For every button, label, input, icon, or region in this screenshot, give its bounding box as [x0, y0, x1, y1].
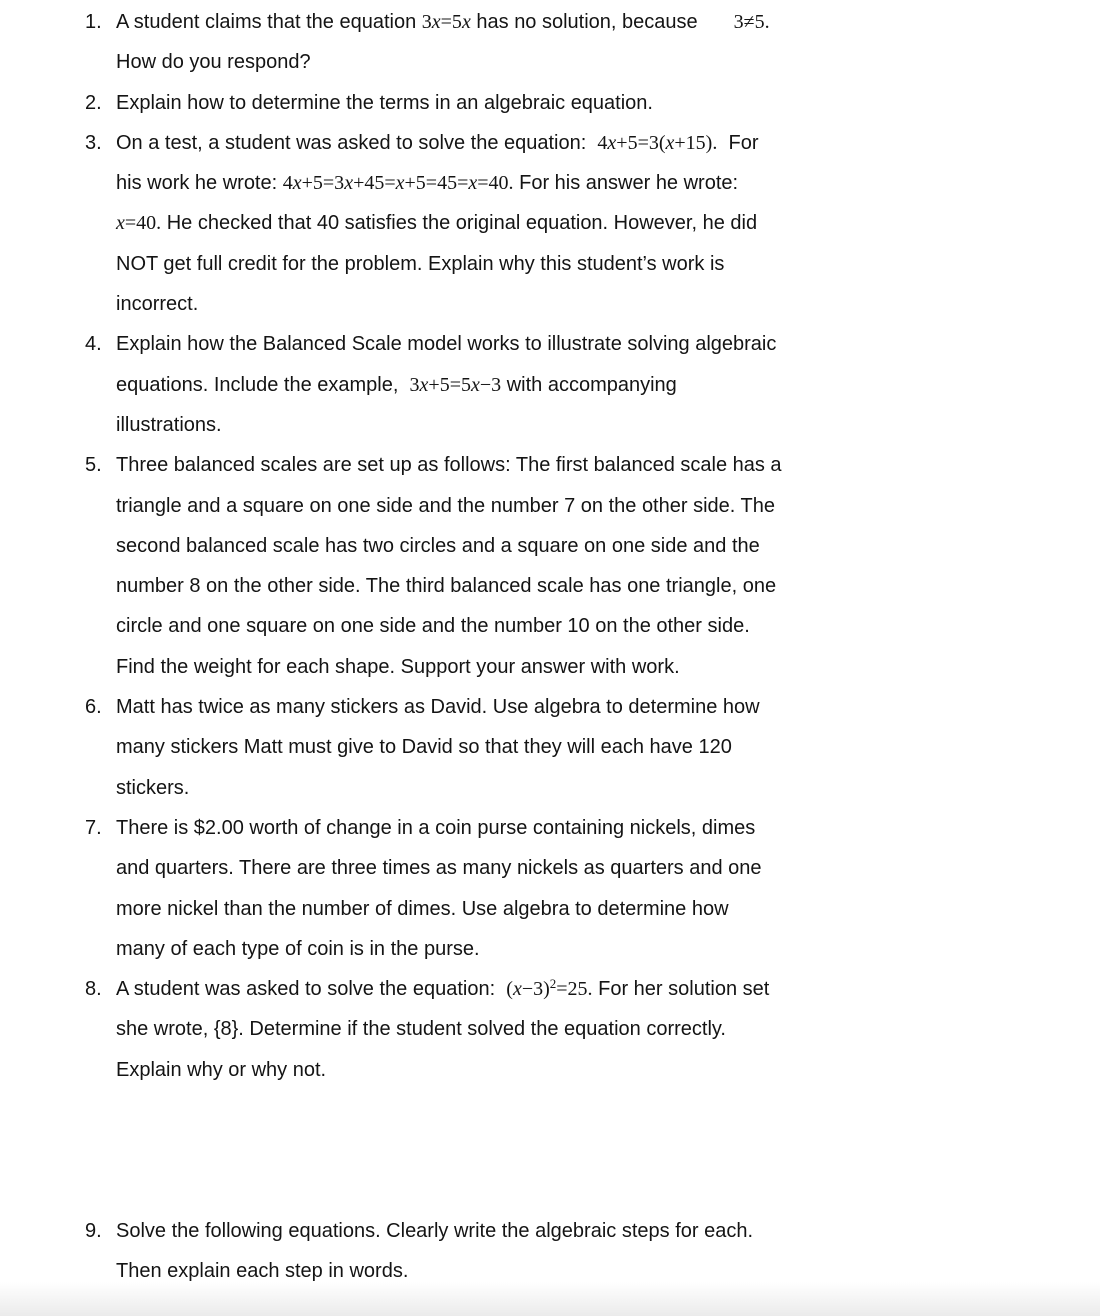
math-run: x — [344, 172, 354, 195]
math-run: =40. — [124, 212, 162, 235]
item-number: 2. — [85, 91, 102, 114]
text-run: equations. Include the example, — [116, 373, 410, 396]
item-number: 1. — [85, 11, 102, 33]
item-text — [116, 687, 1100, 808]
text-run: she wrote, {8}. Determine if the student solved the equation correctly. — [116, 1018, 726, 1041]
math-run: −3 — [479, 373, 502, 396]
question-list — [0, 2, 1100, 1292]
item-number: 6. — [85, 696, 102, 719]
list-item — [0, 83, 1100, 123]
math-run: x — [431, 11, 441, 33]
text-run: He checked that 40 satisfies the original equation. However, he did — [161, 212, 758, 235]
text-run: Explain how the Balanced Scale model works to illustrate solving algebraic — [116, 333, 777, 356]
list-item — [0, 808, 1100, 969]
math-run: 2 — [549, 976, 557, 992]
text-run: Explain how to determine the terms in an algebraic equation. — [116, 91, 653, 114]
text-run: circle and one square on one side and the number 10 on the other side. — [116, 615, 750, 638]
math-run: 4 — [597, 131, 608, 154]
math-run: +5=3 — [301, 172, 345, 195]
math-run: +5=5 — [428, 373, 471, 396]
item-number: 9. — [85, 1220, 102, 1243]
math-run: −3) — [521, 978, 550, 1001]
text-run: with accompanying — [501, 373, 677, 396]
list-item — [0, 2, 1100, 83]
text-run: Solve the following equations. Clearly write the algebraic steps for each. — [116, 1220, 754, 1243]
math-run: +45= — [353, 172, 396, 195]
text-run: There is $2.00 worth of change in a coin purse containing nickels, dimes — [116, 816, 756, 839]
item-number: 5. — [85, 454, 102, 477]
item-number: 7. — [85, 816, 102, 839]
text-run: Then explain each step in words. — [116, 1260, 409, 1283]
list-item — [0, 445, 1100, 687]
text-run: his work he wrote: — [116, 172, 283, 195]
text-run: NOT get full credit for the problem. Explain why this student’s work is — [116, 252, 725, 275]
item-text — [116, 808, 1100, 969]
text-run: For — [717, 131, 759, 154]
text-run: Explain why or why not. — [116, 1058, 327, 1081]
math-run: x — [116, 212, 125, 235]
math-run: x — [468, 172, 478, 195]
item-text — [116, 445, 1100, 687]
item-text — [116, 123, 1100, 324]
math-run: x — [461, 11, 471, 33]
text-run: many of each type of coin is in the purse. — [116, 937, 480, 960]
text-run: A student claims that the equation — [116, 11, 422, 33]
text-run: and quarters. There are three times as many nickels as quarters and one — [116, 857, 762, 880]
text-run: Matt has twice as many stickers as David. Use algebra to determine how — [116, 696, 760, 719]
text-run: more nickel than the number of dimes. Use algebra to determine how — [116, 897, 729, 920]
text-run: Three balanced scales are set up as follows: The first balanced scale has a — [116, 454, 782, 477]
math-run: =25. — [556, 978, 593, 1001]
item-text — [116, 324, 1100, 445]
math-run: =40. — [477, 172, 514, 195]
math-run: =5 — [440, 11, 462, 33]
text-run: For her solution set — [592, 978, 770, 1001]
item-text — [116, 969, 1100, 1090]
text-run: stickers. — [116, 776, 190, 799]
item-number: 8. — [85, 978, 102, 1001]
math-run: +15). — [674, 131, 718, 154]
math-run: x — [512, 978, 522, 1001]
text-run: illustrations. — [116, 413, 222, 436]
list-item — [0, 1211, 1100, 1292]
math-run: x — [292, 172, 302, 195]
list-item — [0, 123, 1100, 324]
math-run: 4 — [282, 172, 293, 195]
math-run: x — [395, 172, 405, 195]
text-run: triangle and a square on one side and the number 7 on the other side. The — [116, 494, 775, 517]
item-text — [116, 1211, 1100, 1292]
text-run: second balanced scale has two circles and a square on one side and the — [116, 534, 760, 557]
item-text — [116, 2, 1100, 83]
math-run: x — [665, 131, 675, 154]
math-run: 3 — [421, 11, 432, 33]
list-item — [0, 324, 1100, 445]
math-run: 3 — [409, 373, 420, 396]
math-run: x — [607, 131, 617, 154]
text-run: How do you respond? — [116, 51, 311, 74]
math-run: +5=3( — [616, 131, 666, 154]
item-number: 4. — [85, 333, 102, 356]
text-run: number 8 on the other side. The third balanced scale has one triangle, one — [116, 575, 777, 598]
text-run: many stickers Matt must give to David so that they will each have 120 — [116, 736, 732, 759]
text-run: On a test, a student was asked to solve the equation: — [116, 131, 598, 154]
text-run: For his answer he wrote: — [513, 172, 739, 195]
math-run: x — [419, 373, 429, 396]
list-item — [0, 969, 1100, 1090]
item-text — [116, 83, 1100, 123]
math-run: +5=45= — [404, 172, 469, 195]
text-run: has no solution, because — [470, 11, 698, 33]
text-run: incorrect. — [116, 293, 199, 316]
math-run: 3≠5. — [733, 11, 770, 33]
text-run: A student was asked to solve the equation: — [116, 978, 507, 1001]
math-run: ( — [506, 978, 513, 1001]
item-number: 3. — [85, 131, 102, 154]
list-item — [0, 687, 1100, 808]
text-run: Find the weight for each shape. Support your answer with work. — [116, 655, 680, 678]
math-run: x — [470, 373, 480, 396]
